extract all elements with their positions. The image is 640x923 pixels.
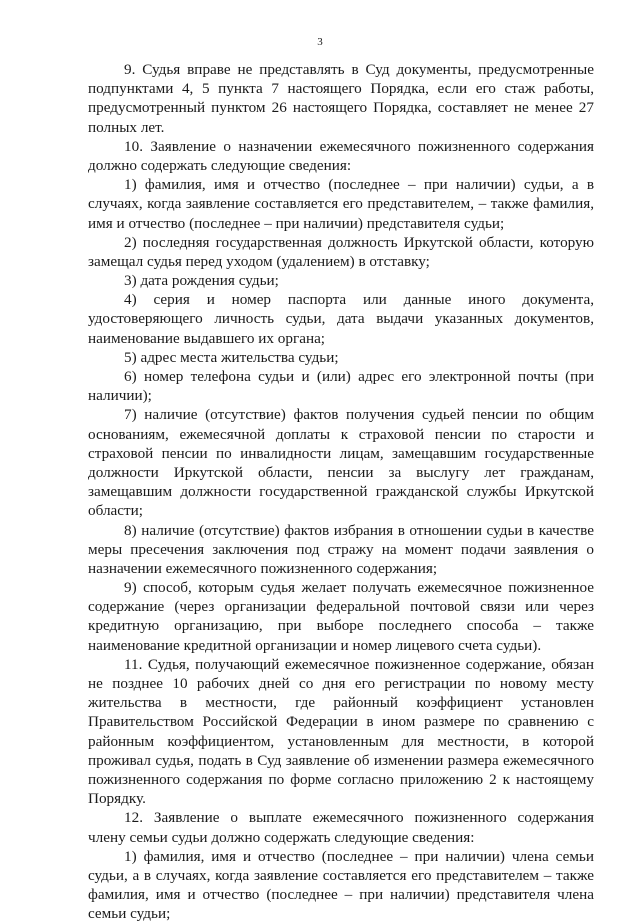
text-line: 7) наличие (отсутствие) фактов получения судьей пенсии по общим (124, 406, 594, 424)
text-line: назначении ежемесячного пожизненного содержания; (88, 559, 438, 577)
text-line: должно содержать следующие сведения: (88, 156, 352, 174)
text-line: 4) серия и номер паспорта или данные иного документа, (124, 291, 594, 309)
paragraph (88, 175, 594, 233)
paragraph (88, 271, 594, 290)
text-line: наименование кредитной организации и номер лицевого счета судьи). (88, 636, 542, 654)
text-line: кредитную организацию, при выборе последнего способа – также (88, 617, 594, 635)
text-line: наименование выдавшего их органа; (88, 329, 326, 347)
text-line: случаях, когда заявление составляется его представителем, – также фамилия, (88, 195, 594, 213)
paragraph (88, 655, 594, 809)
text-line: Правительством Российской Федерации в ином размере по сравнению с (88, 713, 594, 731)
text-line: фамилия, имя и отчество (последнее – при наличии) представителя члена (88, 886, 594, 904)
text-line: замещавшим должности государственной гражданской службы Иркутской (88, 483, 594, 501)
text-line: 11. Судья, получающий ежемесячное пожизненное содержание, обязан (124, 655, 594, 673)
text-line: 5) адрес места жительства судьи; (124, 348, 339, 366)
text-line: 1) фамилия, имя и отчество (последнее – при наличии) судьи, а в (124, 176, 594, 194)
paragraph (88, 290, 594, 348)
text-line: 2) последняя государственная должность Иркутской области, которую (124, 233, 594, 251)
paragraph (88, 405, 594, 520)
paragraph (88, 60, 594, 137)
text-line: имя и отчество (последнее – при наличии) представителя судьи; (88, 214, 505, 232)
text-line: меры пресечения заключения под стражу на момент подачи заявления о (88, 540, 594, 558)
text-line: 1) фамилия, имя и отчество (последнее – при наличии) члена семьи (124, 847, 594, 865)
paragraph (88, 521, 594, 579)
text-line: не позднее 10 рабочих дней со дня его регистрации по новому месту (88, 675, 594, 692)
paragraph (88, 847, 594, 923)
text-line: содержание (через организации федеральной почтовой связи или через (88, 598, 594, 616)
text-line: судьи, а в случаях, когда заявление составляется его представителем – также (88, 866, 594, 884)
text-line: 8) наличие (отсутствие) фактов избрания в отношении судьи в качестве (124, 521, 594, 539)
text-line: 9. Судья вправе не представлять в Суд документы, предусмотренные (124, 61, 594, 78)
text-line: Порядку. (88, 790, 146, 808)
text-line: члену семьи судьи должно содержать следующие сведения: (88, 828, 475, 846)
page-number: 3 (317, 36, 323, 48)
text-line: районным коэффициентом, установленным для местности, в которой (88, 732, 594, 750)
text-line: 10. Заявление о назначении ежемесячного пожизненного содержания (124, 137, 594, 155)
text-line: проживал судья, подать в Суд заявление об изменении размера ежемесячного (88, 751, 594, 769)
text-line: основаниям, ежемесячной доплаты к страховой пенсии по старости и (88, 425, 594, 443)
paragraph (88, 808, 594, 846)
text-line: 6) номер телефона судьи и (или) адрес его электронной почты (при (124, 368, 594, 385)
text-line: удостоверяющего личность судьи, дата выдачи указанных документов, (88, 310, 594, 328)
text-line: предусмотренный пунктом 26 настоящего Порядка, составляет не менее 27 (88, 99, 594, 117)
text-line: должности Иркутской области, пенсии за выслугу лет гражданам, (88, 463, 594, 481)
text-line: наличии); (88, 387, 152, 405)
document-body (88, 60, 594, 923)
text-line: пожизненного содержания по форме согласно приложению 2 к настоящему (88, 770, 594, 788)
text-line: полных лет. (88, 118, 165, 136)
text-line: страховой пенсии по инвалидности лицам, замещавшим государственные (88, 444, 594, 462)
paragraph (88, 578, 594, 655)
paragraph (88, 367, 594, 405)
text-line: семьи судьи; (88, 905, 171, 923)
text-line: 12. Заявление о выплате ежемесячного пожизненного содержания (124, 809, 594, 827)
paragraph (88, 348, 594, 367)
text-line: замещал судья перед уходом (удалением) в отставку; (88, 252, 430, 270)
text-line: области; (88, 502, 143, 520)
paragraph (88, 233, 594, 271)
text-line: 3) дата рождения судьи; (124, 272, 279, 290)
text-line: 9) способ, которым судья желает получать ежемесячное пожизненное (124, 579, 594, 597)
text-line: жительства в местности, где районный коэффициент установлен (88, 694, 594, 712)
text-line: подпунктами 4, 5 пункта 7 настоящего Порядка, если его стаж работы, (88, 80, 594, 98)
paragraph (88, 137, 594, 175)
